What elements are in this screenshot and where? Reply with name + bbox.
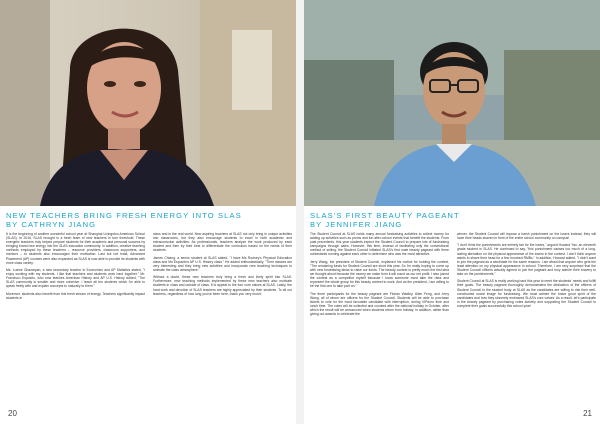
article-headline [6, 211, 292, 229]
paragraph: Student Council at SLAS is really working hard this year to meet the students' needs and fulfill their goals. The beauty pageant thoroughly demonstrated the dedication of the officers of Student Council to the student body at SLAS as the candidates are willing to risk their well-constructed social image for fundraising. We must admire the brave good spirit of the candidates and how they sincerely embraced SLAS's core values. As a result, let's participate in the beauty pageant by purchasing votes actively and supporting the Student Council to complete their goals successfully this school year! [457, 279, 596, 308]
right-page [304, 0, 600, 424]
article-headline [310, 211, 596, 229]
article-body [310, 232, 596, 408]
article-body [6, 232, 292, 408]
paragraph: winner, the Student Council will impose a harsh punishment on the losers instead; they will have their heads shaven in front of the entire school community on campus! [457, 232, 596, 241]
byline: BY CATHRYN JIANG [6, 220, 97, 229]
column-1 [310, 232, 449, 408]
byline: BY JENNIFER JIANG [310, 220, 403, 229]
headline-text: SLAS'S FIRST BEAUTY PAGEANT [310, 211, 460, 220]
paragraph: Moreover, students also benefit from this fresh stream of energy. Teachers significantly impact students in [6, 291, 145, 300]
paragraph: Jerry Wang, the president of Student Council, explained his motive for holding the contest, "The remaining funds for Student Council are short this year. So I'm really hoping to come up with new fundraising ideas to raise our funds. The beauty contest is pretty much the first idea we thought about because the money we make from it will count as our net profit. I also joined the contest as a competitor myself because I know someone must take the risks and represent the whole group for this beauty contest to work. And as the president, I am willing to be the first one to take part on." [310, 259, 449, 289]
column-1 [6, 232, 145, 408]
paragraph: Without a doubt, these new teachers truly bring a fresh and lively spirit into SLAS. Furthermore, new teaching methods implemented by these new teachers also motivate students in class and outside of class. It is appeal to the four core values at SLAS. Lastly, the hard work and devotion of SLAS teachers are highly appreciated by their students. To all our teachers, regardless of how long you've been here, thank you very much! [153, 275, 292, 296]
column-2 [457, 232, 596, 408]
paragraph: The three participants for the beauty pageant are Florian Wadley, Allen Feng, and Jerry Wang, all of whom are officers for the Student Council. Students will be able to purchase tickets to vote for the most favorable candidate with interruption, during VIPdoor time and lunch time. The votes will be collected and counted after the national holiday in October, after which the result will be announced when students return from holiday. In addition, rather than giving out awards to celebrate the [310, 291, 449, 317]
paragraph: The Student Council at SLAS holds many annual fundraising activities to collect money for adding up activities such as proms and fun after-school events that benefit the students. From past precedents, this year students expect the Student Council to prepare lots of fundraising campaigns through sales. However, this time, instead of facilitating only the conventional method of selling, the Student Council initiated SLAS's first male beauty pageant with three contestants running against each other to determine who was the most attractive. [310, 232, 449, 257]
paragraph: James Chiang, a senior student at SLAS stated, "I have Ms Rodney's Physical Education class and Ms Esposito's AP U.S. History class." He added enthusiastically, "Their classes are very interesting and they bring new activities and incorporate new teaching techniques to animate the class atmosphere." [153, 255, 292, 272]
paragraph: Ms. Lusine Ghazaryan, a new secondary teacher in Economics and AP Statistics stated, "I enjoy working with my students. I like that teachers and students work hard together." Mr. Francisco Esposito, who now teaches American History and AP U.S. History added, "The SLAS community is smaller and more cohesive. I teach all ten students which I'm able to speak freely with and explain concepts to naturally to them." [6, 267, 145, 289]
paragraph: "I don't think the punishments are entirely fair for the losers," argued Howard Yan, an eleventh grade student in SLAS. He continued to say, "this punishment causes too much of a long-lasting alienation on the physical appearance of the losers in the contest. I don't think anyone wants to shave their head for a few hundred RMBs." In addition, Howard added, "I didn't want to join the pageant as a candidate for the same reasons. I am afraid that anyone who gets the least attention on my physical appearance in school. Therefore, I am very surprised that the Student Council officers actually agreed to join the pageant and truly admire their bravery to take on the punishments." [457, 243, 596, 277]
page-number: 20 [8, 409, 17, 418]
column-2 [153, 232, 292, 408]
student-photo [304, 0, 600, 206]
paragraph: class and in the real world. New aspiring teachers at SLAS not only bring in unique activities into classrooms, but they also encourage students to excel in both academic and extracurricular activities. As professionals, teachers analyze the work produced by each student and then try their best to differentiate the curriculum based on the needs of their students. [153, 232, 292, 253]
page-gutter [296, 0, 304, 424]
paragraph: It is the beginning of another wonderful school year at Shanghai Livingston American School (SLAS). In 2016, SLAS brought in a fresh team of new teachers in turn threshold. These energetic teachers truly helped prepare students for their academic and personal success by bringing brand new energy into the SLAS education community. In addition, creative teaching methods employed by these teachers – resource providers, classroom supporters, and mentors – to students also encouraged their motivation. Last but not least, Advanced Placement (AP) courses were also expanded as SLAS is now able to provide its students with more class variety. [6, 232, 145, 265]
teacher-photo [0, 0, 296, 206]
page-number: 21 [583, 409, 592, 418]
left-page [0, 0, 296, 424]
headline-text: NEW TEACHERS BRING FRESH ENERGY INTO SLAS [6, 211, 242, 220]
